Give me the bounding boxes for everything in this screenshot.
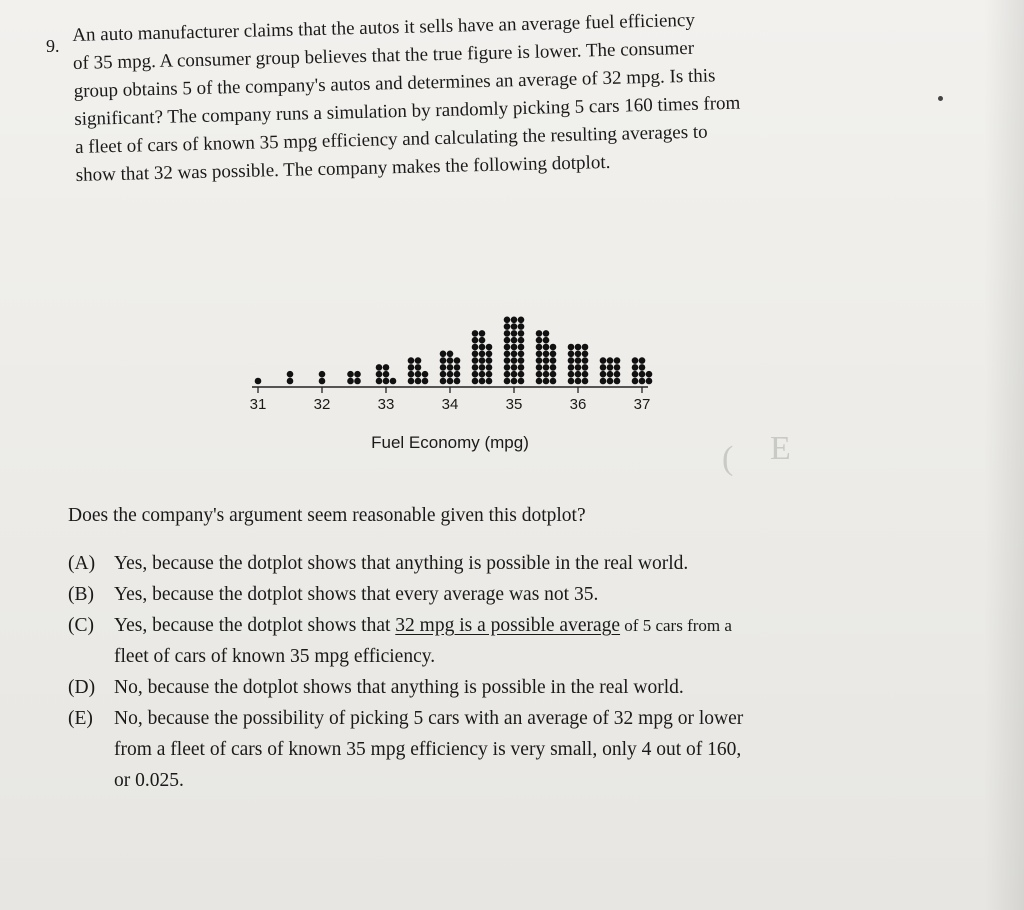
- problem-line: significant? The company runs a simulation by randomly picking 5 cars 160 times from: [74, 92, 741, 130]
- problem-line: group obtains 5 of the company's autos and determines an average of 32 mpg. Is this: [73, 65, 716, 102]
- faint-margin-mark: E: [770, 430, 791, 467]
- data-dot: [472, 337, 479, 344]
- data-dot: [415, 357, 422, 364]
- data-dot: [639, 364, 646, 371]
- data-dot: [511, 371, 518, 378]
- data-dot: [354, 371, 361, 378]
- data-dot: [550, 371, 557, 378]
- data-dot: [511, 357, 518, 364]
- data-dot: [518, 344, 525, 351]
- data-dot: [486, 351, 493, 358]
- data-dot: [472, 344, 479, 351]
- data-dot: [550, 378, 557, 385]
- data-dot: [383, 378, 390, 385]
- data-dot: [600, 357, 607, 364]
- data-dot: [511, 364, 518, 371]
- data-dot: [632, 364, 639, 371]
- data-dot: [568, 351, 575, 358]
- data-dot: [447, 371, 454, 378]
- data-dot: [543, 344, 550, 351]
- data-dot: [472, 357, 479, 364]
- data-dot: [504, 344, 511, 351]
- choice-text: [114, 610, 732, 641]
- data-dot: [472, 371, 479, 378]
- data-dot: [479, 330, 486, 337]
- data-dot: [639, 357, 646, 364]
- data-dot: [536, 344, 543, 351]
- problem-line: An auto manufacturer claims that the autos it sells have an average fuel efficiency: [72, 9, 696, 46]
- data-dot: [383, 371, 390, 378]
- x-axis-label: Fuel Economy (mpg): [371, 433, 529, 452]
- data-dot: [354, 378, 361, 385]
- data-dot: [319, 371, 326, 378]
- data-dot: [518, 364, 525, 371]
- data-dot: [472, 378, 479, 385]
- choice-letter: (B): [68, 584, 94, 605]
- data-dot: [422, 378, 429, 385]
- data-dot: [440, 351, 447, 358]
- data-dot: [543, 351, 550, 358]
- data-dot: [479, 344, 486, 351]
- data-dot: [639, 378, 646, 385]
- choice-e-continuation: from a fleet of cars of known 35 mpg efficiency is very small, only 4 out of 160,: [114, 739, 742, 760]
- data-dot: [454, 357, 461, 364]
- problem-statement: [72, 3, 836, 190]
- data-dot: [568, 364, 575, 371]
- data-dot: [536, 378, 543, 385]
- choice-letter: (C): [68, 615, 94, 636]
- data-dot: [568, 371, 575, 378]
- stray-pen-mark: [938, 96, 943, 101]
- data-dot: [639, 371, 646, 378]
- data-dot: [575, 364, 582, 371]
- x-tick-label: 33: [377, 396, 395, 413]
- data-dot: [447, 364, 454, 371]
- choice-c[interactable]: [68, 610, 868, 641]
- dotplot-chart: [230, 195, 670, 465]
- data-dot: [607, 371, 614, 378]
- data-dot: [422, 371, 429, 378]
- data-dot: [255, 378, 262, 385]
- problem-line: of 35 mpg. A consumer group believes that the true figure is lower. The consumer: [72, 37, 695, 74]
- data-dot: [440, 364, 447, 371]
- data-dot: [511, 344, 518, 351]
- data-dot: [600, 364, 607, 371]
- data-dot: [543, 378, 550, 385]
- data-dot: [440, 371, 447, 378]
- data-dot: [287, 378, 294, 385]
- choice-e[interactable]: [68, 703, 868, 734]
- data-dot: [504, 351, 511, 358]
- data-dot: [550, 344, 557, 351]
- data-dot: [479, 371, 486, 378]
- data-dot: [518, 317, 525, 324]
- data-dot: [518, 351, 525, 358]
- choice-text: Yes, because the dotplot shows that every average was not 35.: [114, 584, 599, 605]
- data-dot: [347, 371, 354, 378]
- data-dot: [518, 330, 525, 337]
- choice-a[interactable]: [68, 548, 868, 579]
- data-dot: [486, 357, 493, 364]
- data-dot: [550, 351, 557, 358]
- data-dot: [479, 337, 486, 344]
- data-dot: [504, 364, 511, 371]
- x-tick-label: 34: [441, 396, 459, 413]
- data-dot: [486, 344, 493, 351]
- question-number: 9.: [46, 36, 60, 56]
- data-dot: [415, 371, 422, 378]
- data-dot: [376, 364, 383, 371]
- data-dot: [408, 357, 415, 364]
- data-dot: [646, 378, 653, 385]
- data-dot: [511, 317, 518, 324]
- data-dot: [472, 330, 479, 337]
- choice-text-part: Yes, because the dotplot shows that: [114, 615, 396, 636]
- problem-line: show that 32 was possible. The company makes the following dotplot.: [75, 151, 611, 186]
- data-dot: [575, 344, 582, 351]
- data-dot: [582, 351, 589, 358]
- choice-letter: (A): [68, 553, 96, 574]
- data-dot: [511, 351, 518, 358]
- faint-margin-mark: (: [722, 440, 734, 477]
- data-dot: [472, 351, 479, 358]
- data-dot: [536, 357, 543, 364]
- data-dot: [632, 371, 639, 378]
- answer-choices: [68, 548, 868, 796]
- x-tick-label: 36: [569, 396, 587, 413]
- x-tick-label: 31: [249, 396, 267, 413]
- data-dot: [376, 378, 383, 385]
- data-dot: [518, 323, 525, 330]
- data-dot: [600, 371, 607, 378]
- data-dot: [504, 317, 511, 324]
- choice-text: No, because the dotplot shows that anything is possible in the real world.: [114, 677, 684, 698]
- data-dot: [511, 337, 518, 344]
- data-dot: [614, 364, 621, 371]
- choice-letter: (D): [68, 677, 96, 698]
- problem-line: a fleet of cars of known 35 mpg efficiency and calculating the resulting averages to: [74, 121, 708, 158]
- data-dot: [486, 378, 493, 385]
- data-dot: [543, 330, 550, 337]
- data-dot: [575, 357, 582, 364]
- choice-text: No, because the possibility of picking 5 cars with an average of 32 mpg or lower: [114, 708, 744, 729]
- data-dot: [600, 378, 607, 385]
- choice-e-continuation: or 0.025.: [114, 770, 184, 791]
- data-dot: [447, 378, 454, 385]
- data-dot: [568, 344, 575, 351]
- data-dot: [486, 364, 493, 371]
- x-tick-label: 35: [505, 396, 523, 413]
- data-dot: [376, 371, 383, 378]
- choice-d[interactable]: [68, 672, 868, 703]
- choice-letter: (E): [68, 708, 93, 729]
- data-dot: [575, 371, 582, 378]
- data-dot: [614, 378, 621, 385]
- data-dot: [582, 364, 589, 371]
- data-dot: [518, 371, 525, 378]
- data-dot: [511, 378, 518, 385]
- data-dot: [550, 357, 557, 364]
- data-dot: [415, 364, 422, 371]
- data-dot: [504, 337, 511, 344]
- data-dot: [646, 371, 653, 378]
- data-dot: [479, 364, 486, 371]
- data-dot: [582, 371, 589, 378]
- question-prompt: Does the company's argument seem reasonable given this dotplot?: [68, 505, 586, 526]
- data-dot: [543, 364, 550, 371]
- data-dot: [518, 378, 525, 385]
- data-dot: [511, 330, 518, 337]
- data-dot: [632, 357, 639, 364]
- data-dot: [504, 378, 511, 385]
- page-edge-shadow: [984, 0, 1024, 910]
- choice-text-part: of 5 cars from a: [620, 616, 732, 635]
- data-dot: [390, 378, 397, 385]
- data-dot: [504, 371, 511, 378]
- data-dot: [536, 330, 543, 337]
- data-dot: [536, 337, 543, 344]
- data-dot: [472, 364, 479, 371]
- data-dot: [479, 351, 486, 358]
- data-dot: [440, 357, 447, 364]
- data-dot: [415, 378, 422, 385]
- x-tick-label: 32: [313, 396, 331, 413]
- data-dot: [550, 364, 557, 371]
- data-dot: [536, 364, 543, 371]
- choice-text: Yes, because the dotplot shows that anything is possible in the real world.: [114, 553, 689, 574]
- data-dot: [632, 378, 639, 385]
- data-dot: [408, 371, 415, 378]
- data-dot: [383, 364, 390, 371]
- data-dot: [518, 337, 525, 344]
- data-dot: [536, 371, 543, 378]
- data-dot: [454, 371, 461, 378]
- data-dot: [568, 378, 575, 385]
- data-dot: [543, 357, 550, 364]
- data-dot: [543, 337, 550, 344]
- data-dot: [408, 364, 415, 371]
- data-dot: [408, 378, 415, 385]
- data-dot: [582, 357, 589, 364]
- data-dot: [607, 378, 614, 385]
- data-dot: [568, 357, 575, 364]
- data-dot: [518, 357, 525, 364]
- data-dot: [454, 378, 461, 385]
- data-dot: [504, 357, 511, 364]
- data-dot: [614, 357, 621, 364]
- data-dot: [504, 330, 511, 337]
- data-dot: [607, 357, 614, 364]
- data-dot: [447, 351, 454, 358]
- data-dot: [447, 357, 454, 364]
- data-dot: [479, 378, 486, 385]
- data-dot: [440, 378, 447, 385]
- data-dot: [582, 378, 589, 385]
- data-dot: [582, 344, 589, 351]
- data-dot: [287, 371, 294, 378]
- data-dot: [536, 351, 543, 358]
- dotplot-svg: [230, 195, 670, 425]
- choice-b[interactable]: [68, 579, 868, 610]
- data-dot: [454, 364, 461, 371]
- data-dot: [607, 364, 614, 371]
- data-dot: [479, 357, 486, 364]
- data-dot: [543, 371, 550, 378]
- data-dot: [614, 371, 621, 378]
- x-tick-label: 37: [633, 396, 651, 413]
- choice-text-underlined: 32 mpg is a possible average: [395, 615, 621, 636]
- data-dot: [319, 378, 326, 385]
- data-dot: [511, 323, 518, 330]
- choice-c-continuation: fleet of cars of known 35 mpg efficiency.: [114, 646, 436, 667]
- data-dot: [486, 371, 493, 378]
- data-dot: [504, 323, 511, 330]
- data-dot: [575, 378, 582, 385]
- data-dot: [347, 378, 354, 385]
- data-dot: [575, 351, 582, 358]
